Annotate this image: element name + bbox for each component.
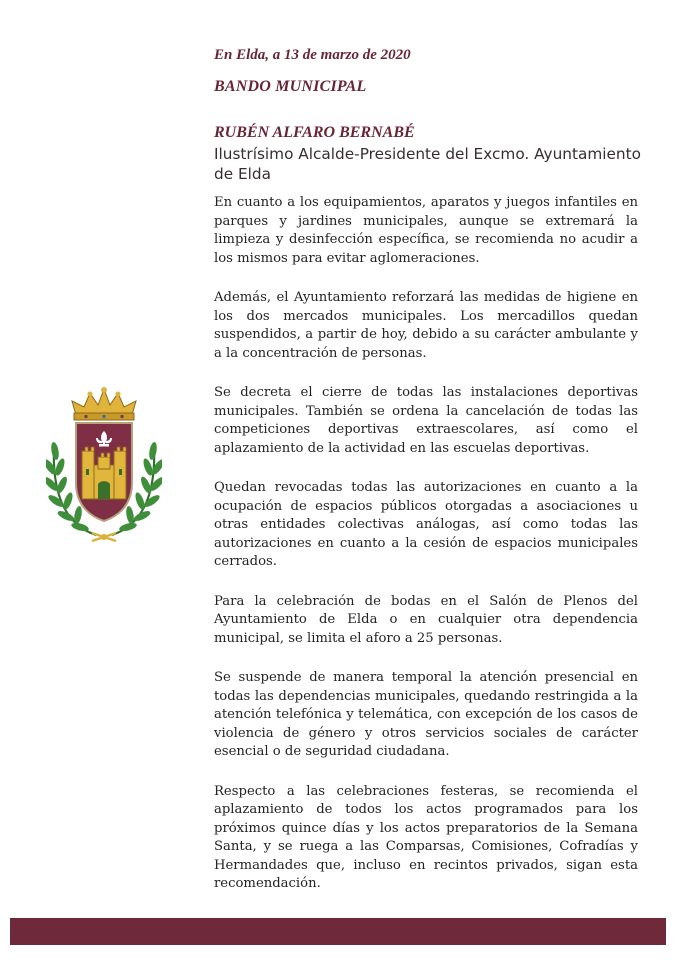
- signatory-name: RUBÉN ALFARO BERNABÉ: [214, 124, 415, 141]
- paragraph-sports: Se decreta el cierre de todas las instalaciones deportivas municipales. También se ordena la cancelación de todas las competiciones deportivas extraescolares, así como el aplazamiento de la actividad en las escuelas deportivas.: [214, 385, 638, 456]
- date-line: En Elda, a 13 de marzo de 2020: [214, 47, 411, 63]
- paragraph-markets: Además, el Ayuntamiento reforzará las medidas de higiene en los dos mercados municipales. Los mercadillos quedan suspendidos, a partir de hoy, debido a su carácter ambulante y a la concentración de personas.: [214, 290, 638, 361]
- document-body: [214, 194, 638, 915]
- castle-icon: [82, 447, 126, 499]
- paragraph-festivities: Respecto a las celebraciones festeras, se recomienda el aplazamiento de todos los actos programados para los próximos quince días y los actos preparatorios de la Semana Santa, y se ruega a las Comparsas, Comisiones, Cofradías y Hermandades que, incluso en recintos privados, sigan esta recomendación.: [214, 783, 638, 891]
- shield-icon: [76, 423, 132, 521]
- paragraph-weddings: Para la celebración de bodas en el Salón de Plenos del Ayuntamiento de Elda o en cualquier otra dependencia municipal, se limita el aforo a 25 personas.: [214, 593, 638, 646]
- coat-of-arms-icon: [46, 385, 162, 545]
- paragraph-public-attention: Se suspende de manera temporal la atención presencial en todas las dependencias municipales, quedando restringida a la atención telefónica y telemática, con excepción de los casos de violencia de género y otros servicios sociales de carácter esencial o de seguridad ciudadana.: [214, 670, 638, 759]
- paragraph-public-spaces: Quedan revocadas todas las autorizaciones en cuanto a la ocupación de espacios públicos otorgadas a asociaciones u otras entidades colectivas análogas, así como todas las autorizaciones en cuanto a la cesión de espacios municipales cerrados.: [214, 480, 638, 569]
- signatory-position: Ilustrísimo Alcalde-Presidente del Excmo. Ayuntamiento de Elda: [214, 145, 641, 183]
- document-title: BANDO MUNICIPAL: [214, 78, 367, 95]
- crown-icon: [72, 387, 136, 420]
- paragraph-playgrounds: En cuanto a los equipamientos, aparatos y juegos infantiles en parques y jardines municipales, aunque se extremará la limpieza y desinfección específica, se recomienda no acudir a los mismos para evitar aglomeraciones.: [214, 195, 638, 266]
- footer-bar: [10, 918, 666, 945]
